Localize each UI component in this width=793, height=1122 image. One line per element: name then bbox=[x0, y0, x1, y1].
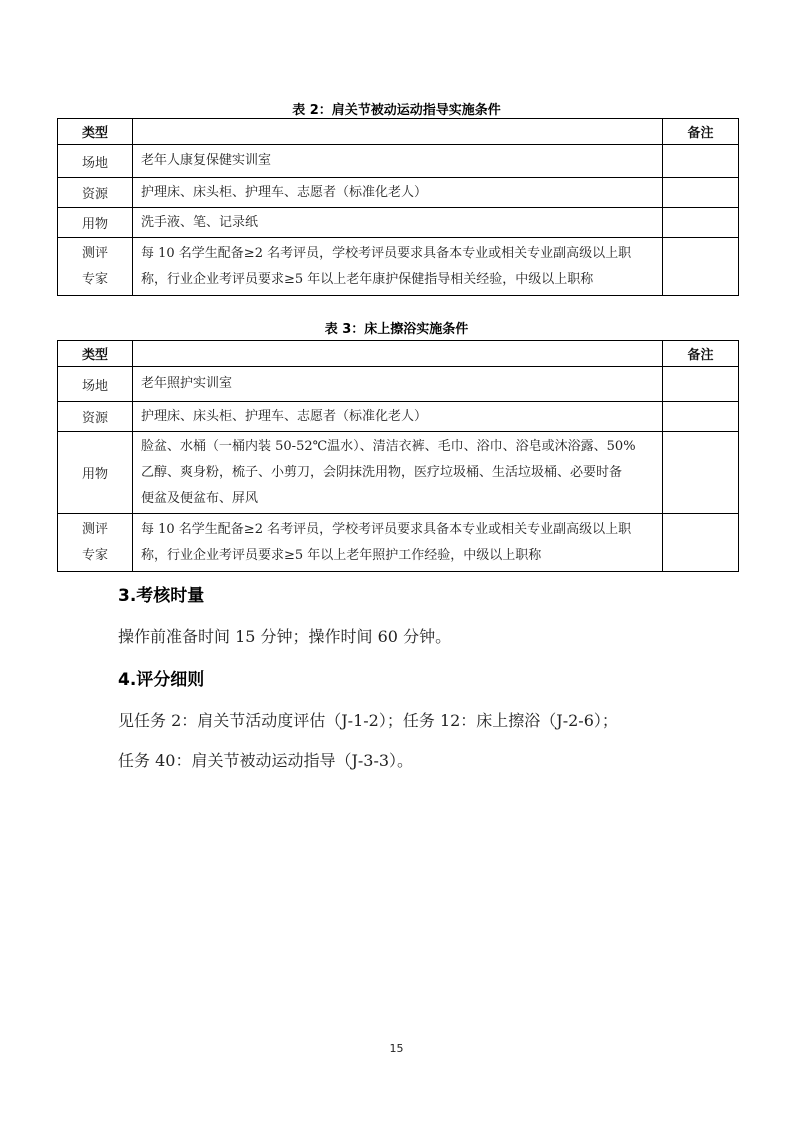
row-type-line: 专家 bbox=[81, 271, 108, 287]
row-type-line: 测评 bbox=[81, 521, 108, 537]
table3 bbox=[57, 340, 739, 572]
row-type: 场地 bbox=[58, 145, 133, 178]
row-content: 老年人康复保健实训室 bbox=[133, 145, 663, 178]
row-type: 资源 bbox=[58, 402, 133, 432]
table-row bbox=[58, 238, 739, 296]
row-type: 用物 bbox=[58, 432, 133, 514]
row-content: 护理床、床头柜、护理车、志愿者（标准化老人） bbox=[133, 402, 663, 432]
row-type: 用物 bbox=[58, 208, 133, 238]
row-note bbox=[663, 514, 739, 572]
header-note: 备注 bbox=[663, 119, 739, 145]
row-content: 护理床、床头柜、护理车、志愿者（标准化老人） bbox=[133, 178, 663, 208]
row-note bbox=[663, 178, 739, 208]
section4-heading: 4.评分细则 bbox=[118, 670, 205, 690]
table3-caption: 表 3：床上擦浴实施条件 bbox=[324, 322, 469, 337]
row-note bbox=[663, 238, 739, 296]
row-note bbox=[663, 432, 739, 514]
section4-line: 任务 40：肩关节被动运动指导（J-3-3）。 bbox=[118, 751, 414, 770]
table2-caption: 表 2：肩关节被动运动指导实施条件 bbox=[292, 103, 501, 118]
table-row bbox=[58, 178, 739, 208]
content-line: 称，行业企业考评员要求≥5 年以上老年康护保健指导相关经验，中级以上职称 bbox=[141, 271, 594, 287]
table-row bbox=[58, 145, 739, 178]
row-type bbox=[58, 238, 133, 296]
section3-heading: 3.考核时量 bbox=[118, 586, 205, 606]
content-line: 脸盆、水桶（一桶内装 50-52℃温水）、清洁衣裤、毛巾、浴巾、浴皂或沐浴露、50% bbox=[141, 438, 636, 454]
row-type-line: 专家 bbox=[81, 547, 108, 563]
row-type bbox=[58, 514, 133, 572]
row-content bbox=[133, 238, 663, 296]
content-line: 称，行业企业考评员要求≥5 年以上老年照护工作经验，中级以上职称 bbox=[141, 547, 542, 563]
row-content bbox=[133, 514, 663, 572]
section3-text: 操作前准备时间 15 分钟；操作时间 60 分钟。 bbox=[118, 627, 452, 646]
content-line: 便盆及便盆布、屏风 bbox=[141, 490, 259, 506]
content-line: 乙醇、爽身粉，梳子、小剪刀，会阴抹洗用物，医疗垃圾桶、生活垃圾桶、必要时备 bbox=[141, 464, 623, 480]
page-number: 15 bbox=[389, 1042, 404, 1055]
table-row bbox=[58, 367, 739, 402]
content-line: 每 10 名学生配备≥2 名考评员，学校考评员要求具备本专业或相关专业副高级以上职 bbox=[141, 521, 632, 537]
row-type: 资源 bbox=[58, 178, 133, 208]
row-content bbox=[133, 432, 663, 514]
row-type: 场地 bbox=[58, 367, 133, 402]
table-header-row bbox=[58, 119, 739, 145]
table-row bbox=[58, 402, 739, 432]
header-type: 类型 bbox=[58, 341, 133, 367]
table2 bbox=[57, 118, 739, 296]
row-content: 洗手液、笔、记录纸 bbox=[133, 208, 663, 238]
table-row bbox=[58, 514, 739, 572]
header-type: 类型 bbox=[58, 119, 133, 145]
header-content bbox=[133, 119, 663, 145]
row-type-line: 测评 bbox=[81, 245, 108, 261]
row-note bbox=[663, 367, 739, 402]
header-note: 备注 bbox=[663, 341, 739, 367]
table-row bbox=[58, 208, 739, 238]
table-row bbox=[58, 432, 739, 514]
section4-line: 见任务 2：肩关节活动度评估（J-1-2）；任务 12：床上擦浴（J-2-6）； bbox=[118, 711, 618, 730]
row-note bbox=[663, 145, 739, 178]
header-content bbox=[133, 341, 663, 367]
table-header-row bbox=[58, 341, 739, 367]
row-content: 老年照护实训室 bbox=[133, 367, 663, 402]
row-note bbox=[663, 402, 739, 432]
content-line: 每 10 名学生配备≥2 名考评员，学校考评员要求具备本专业或相关专业副高级以上职 bbox=[141, 245, 632, 261]
row-note bbox=[663, 208, 739, 238]
